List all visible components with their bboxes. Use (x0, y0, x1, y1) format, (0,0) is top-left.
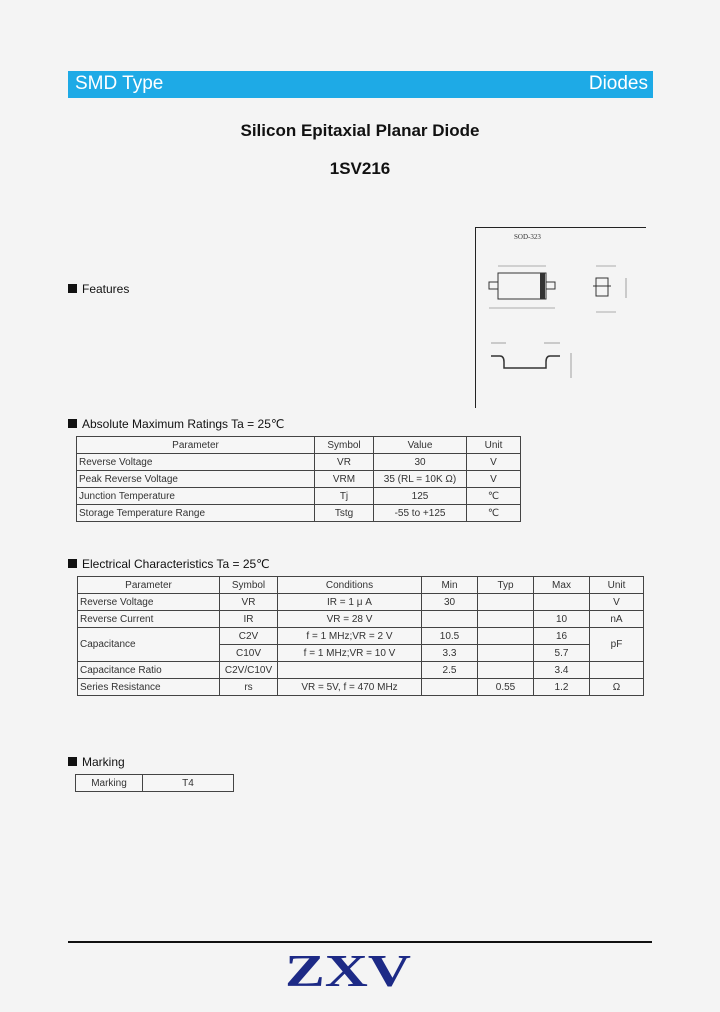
abs-max-heading: Absolute Maximum Ratings Ta = 25℃ (68, 417, 284, 431)
table-header: Parameter (78, 577, 220, 594)
table-header: Parameter (77, 437, 315, 454)
table-header: Symbol (220, 577, 278, 594)
bullet-square-icon (68, 757, 77, 766)
abs-max-table (76, 436, 521, 522)
logo-text: ZXV (285, 946, 411, 992)
header-bar (68, 71, 653, 98)
doc-title: Silicon Epitaxial Planar Diode (240, 121, 480, 140)
table-header: Max (534, 577, 590, 594)
table-row: Junction Temperature Tj 125 ℃ (77, 488, 521, 505)
table-header: Min (422, 577, 478, 594)
marking-value: T4 (143, 775, 234, 792)
footer-rule (68, 941, 652, 943)
table-row: Reverse Voltage VR 30 V (77, 454, 521, 471)
bullet-square-icon (68, 419, 77, 428)
marking-heading: Marking (68, 755, 125, 769)
table-row: Reverse Current IR VR = 28 V 10 nA (78, 611, 644, 628)
bullet-square-icon (68, 284, 77, 293)
table-header: Typ (478, 577, 534, 594)
package-label: SOD-323 (514, 233, 541, 241)
table-row: Peak Reverse Voltage VRM 35 (RL = 10K Ω) V (77, 471, 521, 488)
part-number: 1SV216 (329, 159, 391, 178)
elec-char-heading: Electrical Characteristics Ta = 25℃ (68, 557, 270, 571)
table-row: Capacitance C2V f = 1 MHz;VR = 2 V 10.5 16 pF (78, 628, 644, 645)
package-drawing (475, 227, 646, 408)
table-row: Storage Temperature Range Tstg -55 to +125 ℃ (77, 505, 521, 522)
table-header: Conditions (278, 577, 422, 594)
elec-char-table (77, 576, 644, 696)
table-row: Series Resistance rs VR = 5V, f = 470 MHz 0.55 1.2 Ω (78, 679, 644, 696)
features-heading: Features (68, 282, 129, 296)
marking-table (75, 774, 234, 792)
table-row: Reverse Voltage VR IR = 1 μ A 30 V (78, 594, 644, 611)
bullet-square-icon (68, 559, 77, 568)
zxv-logo (283, 946, 413, 997)
table-header: Value (374, 437, 467, 454)
marking-label: Marking (76, 775, 143, 792)
table-row: C10V f = 1 MHz;VR = 10 V 3.3 5.7 (78, 645, 644, 662)
table-header: Unit (467, 437, 521, 454)
package-outline-svg (476, 228, 646, 408)
header-right: Diodes (588, 73, 648, 94)
table-header: Unit (590, 577, 644, 594)
table-header: Symbol (315, 437, 374, 454)
table-row: Capacitance Ratio C2V/C10V 2.5 3.4 (78, 662, 644, 679)
header-left: SMD Type (75, 73, 164, 94)
